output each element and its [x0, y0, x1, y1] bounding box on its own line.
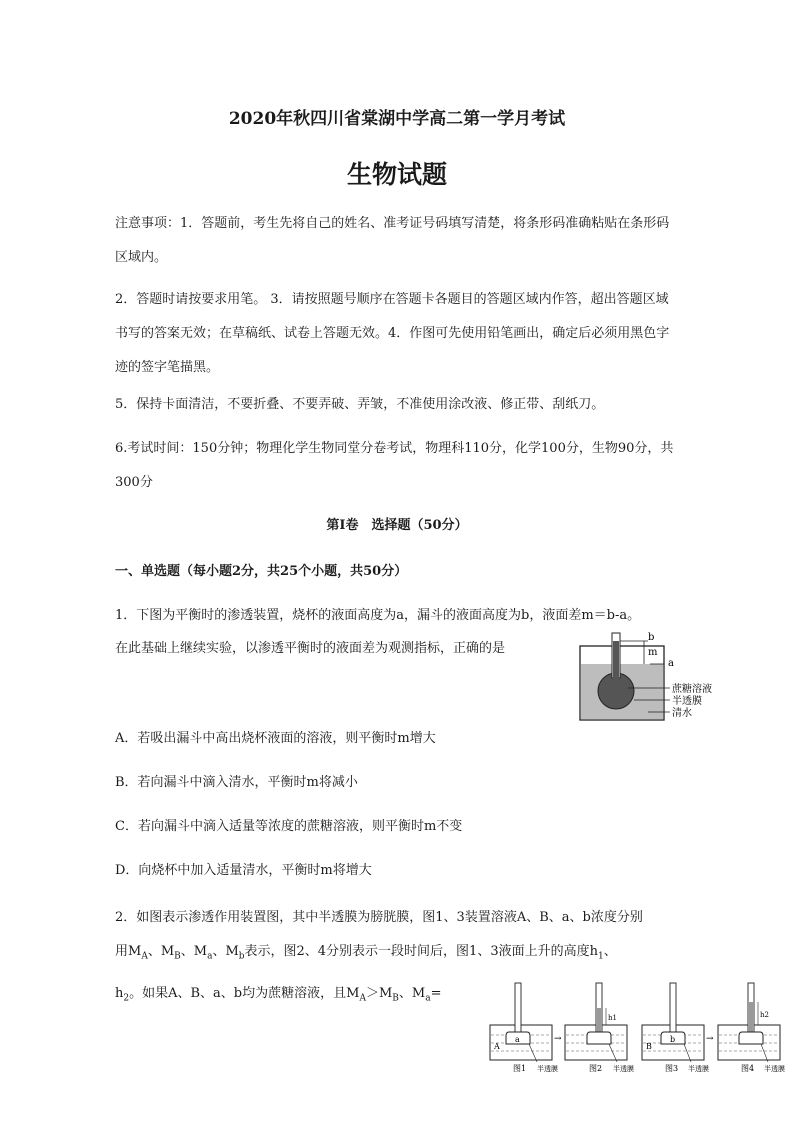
q1-stem-line2: 在此基础上继续实验，以渗透平衡时的液面差为观测指标，正确的是: [115, 641, 506, 656]
svg-text:图4: 图4: [741, 1064, 755, 1073]
q2-stem-line3: $h_2$。如果A、B、a、b均为蔗糖溶液，且$M_A>M_B$、$M_a=$: [115, 986, 442, 1004]
q2-stem-line1: 2．如图表示渗透作用装置图，其中半透膜为膀胱膜，图1、3装置溶液A、B、a、b浓度分别: [115, 910, 643, 925]
svg-text:半透膜: 半透膜: [688, 1065, 709, 1073]
svg-text:→: →: [554, 1034, 562, 1044]
svg-text:h1: h1: [608, 1014, 617, 1022]
note-1: 注意事项：1．答题前，考生先将自己的姓名、准考证号码填写清楚，将条形码准确粘贴在条形码区域内。: [115, 216, 670, 265]
panel-3: [642, 983, 709, 1073]
panel-2: [565, 983, 634, 1073]
exam-title: 2020年秋四川省棠湖中学高二第一学月考试: [228, 109, 566, 129]
svg-text:B: B: [646, 1042, 652, 1051]
q1-option-b: B．若向漏斗中滴入清水，平衡时m将减小: [115, 775, 358, 790]
svg-text:半透膜: 半透膜: [764, 1065, 785, 1073]
note-2: 2．答题时请按要求用笔。 3．请按照题号顺序在答题卡各题目的答题区域内作答，超出答题区域书写的答案无效；在草稿纸、试卷上答题无效。4．作图可先使用铅笔画出，确定后必须用黑色字迹的签字笔描黑。: [115, 292, 670, 375]
section-subtitle: 一、单选题（每小题2分，共25个小题，共50分）: [115, 564, 408, 579]
svg-text:图3: 图3: [665, 1064, 679, 1073]
note-3: 5．保持卡面清洁，不要折叠、不要弄破、弄皱，不准使用涂改液、修正带、刮纸刀。: [115, 397, 605, 412]
svg-text:h2: h2: [760, 1011, 769, 1019]
svg-text:A: A: [494, 1042, 500, 1051]
svg-text:→: →: [706, 1034, 714, 1044]
svg-text:a: a: [515, 1035, 520, 1044]
osmosis-apparatus-figure: [578, 628, 753, 723]
svg-text:半透膜: 半透膜: [613, 1065, 634, 1073]
section-title: 第Ⅰ卷 选择题（50分）: [326, 518, 468, 533]
label-membrane: 半透膜: [672, 696, 702, 707]
svg-text:半透膜: 半透膜: [537, 1065, 558, 1073]
panel-1: [490, 983, 558, 1073]
q1-option-a: A．若吸出漏斗中高出烧杯液面的溶液，则平衡时m增大: [115, 731, 436, 746]
tube-solution: [613, 641, 619, 679]
svg-text:b: b: [670, 1035, 676, 1044]
label-a: a: [668, 658, 674, 669]
note-4: 6.考试时间：150分钟；物理化学生物同堂分卷考试，物理科110分，化学100分，生物90分，共300分: [115, 441, 674, 490]
svg-text:图2: 图2: [589, 1064, 603, 1073]
label-b: b: [648, 632, 655, 643]
q1-option-c: C．若向漏斗中滴入适量等浓度的蔗糖溶液，则平衡时m不变: [115, 819, 463, 834]
label-m: m: [648, 647, 658, 658]
subject-title: 生物试题: [346, 160, 447, 189]
panel-4: [718, 983, 785, 1073]
svg-text:图1: 图1: [513, 1064, 527, 1073]
q1-stem-line1: 1．下图为平衡时的渗透装置，烧杯的液面高度为a，漏斗的液面高度为b，液面差m＝b-a。: [115, 608, 641, 623]
label-water: 清水: [672, 708, 692, 719]
label-sucrose: 蔗糖溶液: [672, 684, 712, 695]
osmosis-four-panel-figure: [485, 980, 791, 1075]
q2-stem-line2: 用$M_A$、$M_B$、$M_a$、$M_b$表示，图2、4分别表示一段时间后，图1、3液面上升的高度$h_1$、: [115, 944, 617, 962]
q1-option-d: D．向烧杯中加入适量清水，平衡时m将增大: [115, 863, 372, 878]
